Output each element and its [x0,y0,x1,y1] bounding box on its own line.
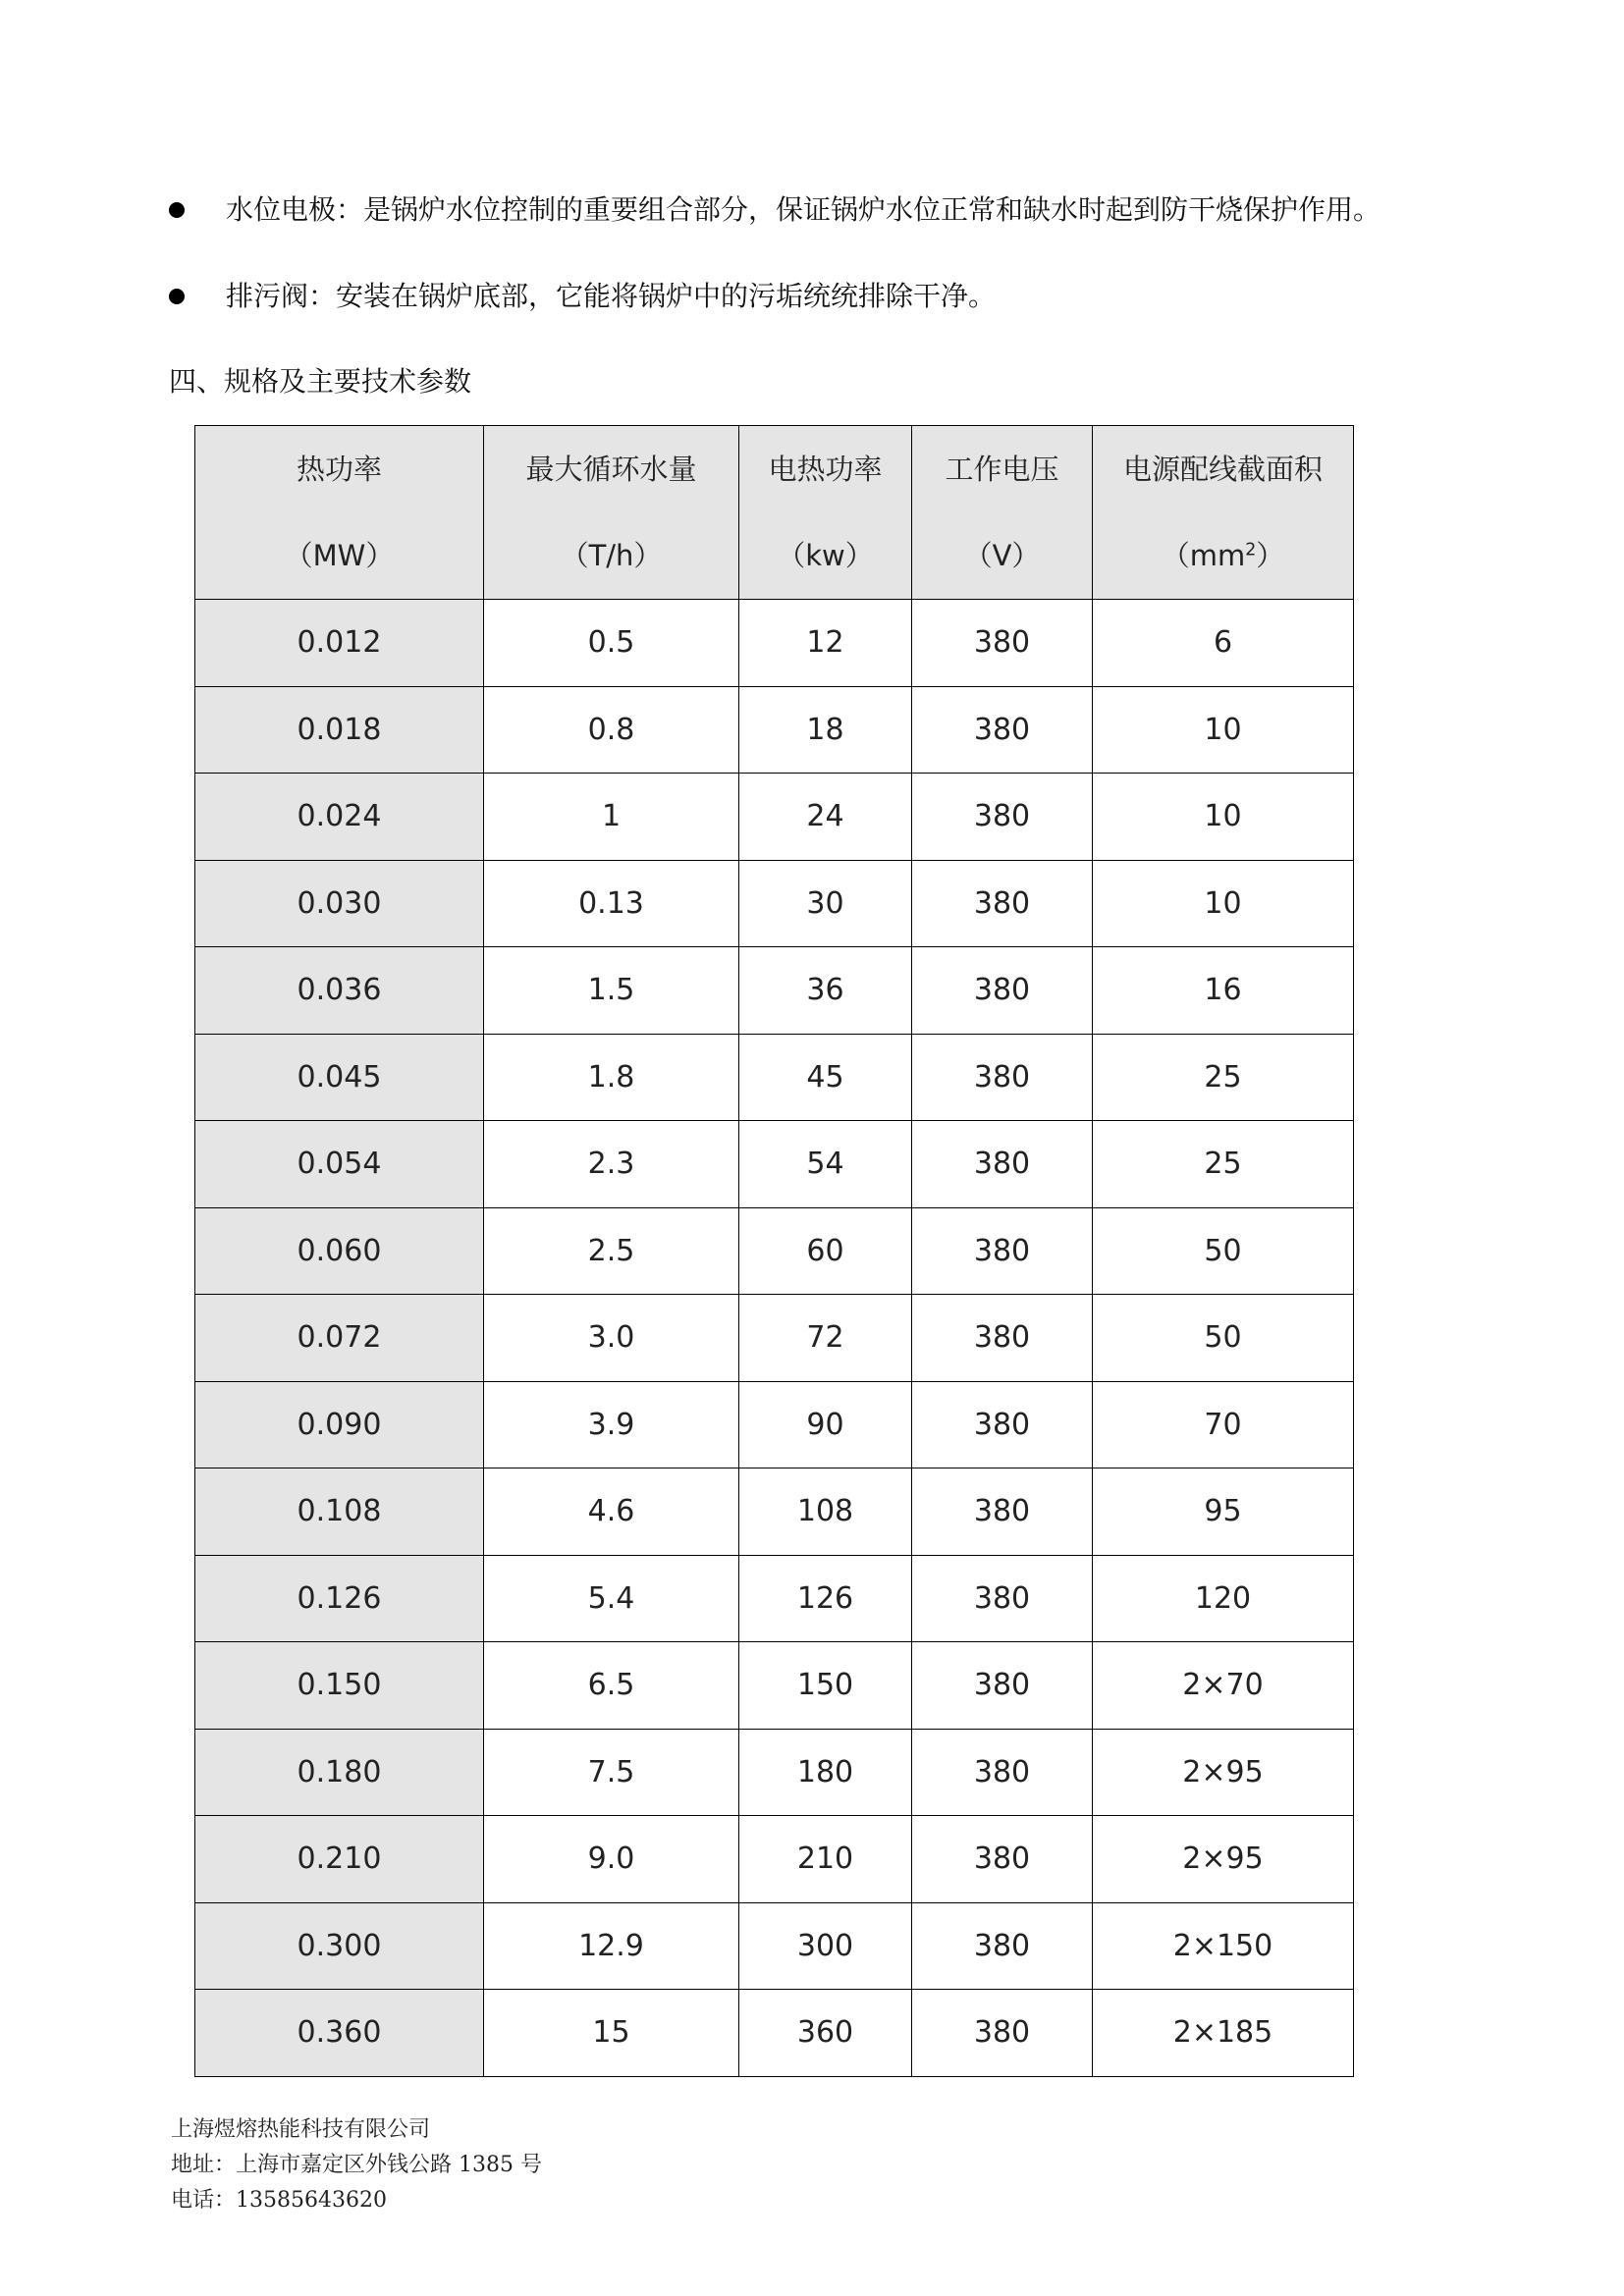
cell-max-flow: 0.8 [484,686,739,774]
table-row [195,686,1354,774]
cell-voltage: 380 [912,1034,1093,1121]
cell-max-flow: 9.0 [484,1816,739,1903]
cell-voltage: 380 [912,774,1093,861]
cell-cable-area: 10 [1093,774,1354,861]
cell-max-flow: 12.9 [484,1902,739,1990]
table-row [195,1468,1354,1556]
cell-electric-power: 18 [739,686,912,774]
cell-thermal-power: 0.300 [195,1902,484,1990]
cell-thermal-power: 0.045 [195,1034,484,1121]
table-row [195,1816,1354,1903]
cell-voltage: 380 [912,686,1093,774]
cell-thermal-power: 0.024 [195,774,484,861]
cell-max-flow: 1.5 [484,947,739,1035]
table-row [195,947,1354,1035]
table-row [195,1207,1354,1295]
cell-max-flow: 2.3 [484,1121,739,1208]
cell-cable-area: 95 [1093,1468,1354,1556]
header-unit-superscript: 2 [1245,540,1257,561]
cell-electric-power: 54 [739,1121,912,1208]
cell-voltage: 380 [912,1990,1093,2077]
cell-voltage: 380 [912,947,1093,1035]
header-unit: （MW） [284,539,395,572]
cell-cable-area: 50 [1093,1295,1354,1382]
cell-thermal-power: 0.180 [195,1729,484,1816]
cell-max-flow: 2.5 [484,1207,739,1295]
bullet-item-blowdown-valve [169,277,996,316]
footer [171,2112,542,2218]
cell-thermal-power: 0.030 [195,860,484,947]
cell-electric-power: 360 [739,1990,912,2077]
cell-cable-area: 2×70 [1093,1642,1354,1730]
cell-thermal-power: 0.012 [195,600,484,687]
cell-electric-power: 108 [739,1468,912,1556]
cell-thermal-power: 0.090 [195,1381,484,1468]
table-row [195,1729,1354,1816]
cell-electric-power: 60 [739,1207,912,1295]
cell-electric-power: 126 [739,1555,912,1642]
cell-cable-area: 120 [1093,1555,1354,1642]
cell-cable-area: 2×95 [1093,1816,1354,1903]
cell-max-flow: 1.8 [484,1034,739,1121]
cell-voltage: 380 [912,1381,1093,1468]
header-cell-voltage [912,426,1093,600]
bullet-dot-icon [169,289,185,304]
cell-electric-power: 30 [739,860,912,947]
cell-electric-power: 36 [739,947,912,1035]
cell-electric-power: 300 [739,1902,912,1990]
header-label: 最大循环水量 [525,453,697,486]
cell-max-flow: 0.13 [484,860,739,947]
header-unit: （kw） [777,539,874,572]
header-cell-electric-power [739,426,912,600]
cell-max-flow: 4.6 [484,1468,739,1556]
footer-phone: 电话：13585643620 [171,2188,387,2213]
cell-cable-area: 2×95 [1093,1729,1354,1816]
cell-thermal-power: 0.126 [195,1555,484,1642]
cell-cable-area: 70 [1093,1381,1354,1468]
cell-cable-area: 6 [1093,600,1354,687]
footer-company: 上海煜熔热能科技有限公司 [171,2117,431,2142]
cell-thermal-power: 0.072 [195,1295,484,1382]
footer-address: 地址：上海市嘉定区外钱公路 1385 号 [171,2153,542,2177]
header-unit-prefix: （mm [1161,539,1246,572]
cell-voltage: 380 [912,1121,1093,1208]
cell-thermal-power: 0.018 [195,686,484,774]
cell-electric-power: 180 [739,1729,912,1816]
cell-thermal-power: 0.036 [195,947,484,1035]
table-row [195,1295,1354,1382]
cell-max-flow: 3.9 [484,1381,739,1468]
cell-electric-power: 210 [739,1816,912,1903]
header-label: 工作电压 [945,453,1059,486]
cell-cable-area: 2×185 [1093,1990,1354,2077]
cell-electric-power: 24 [739,774,912,861]
cell-voltage: 380 [912,1207,1093,1295]
cell-max-flow: 15 [484,1990,739,2077]
header-cell-max-flow [484,426,739,600]
table-row [195,1555,1354,1642]
cell-cable-area: 2×150 [1093,1902,1354,1990]
table-row [195,860,1354,947]
cell-cable-area: 10 [1093,860,1354,947]
header-unit [1093,512,1353,599]
cell-thermal-power: 0.060 [195,1207,484,1295]
cell-thermal-power: 0.360 [195,1990,484,2077]
cell-voltage: 380 [912,860,1093,947]
cell-max-flow: 1 [484,774,739,861]
cell-max-flow: 0.5 [484,600,739,687]
cell-electric-power: 45 [739,1034,912,1121]
table-row [195,1381,1354,1468]
table-row [195,1034,1354,1121]
cell-electric-power: 150 [739,1642,912,1730]
table-row [195,1990,1354,2077]
table-row [195,600,1354,687]
cell-voltage: 380 [912,1816,1093,1903]
table-row [195,1902,1354,1990]
header-label: 电热功率 [768,453,883,486]
cell-cable-area: 25 [1093,1121,1354,1208]
header-cell-thermal-power [195,426,484,600]
cell-electric-power: 72 [739,1295,912,1382]
table-row [195,1642,1354,1730]
table-row [195,1121,1354,1208]
header-label: 电源配线截面积 [1122,453,1323,486]
cell-electric-power: 90 [739,1381,912,1468]
cell-thermal-power: 0.210 [195,1816,484,1903]
header-unit-suffix: ） [1256,539,1285,572]
header-unit: （V） [963,539,1041,572]
cell-cable-area: 50 [1093,1207,1354,1295]
table-row [195,774,1354,861]
bullet-item-water-level-electrode [169,190,1380,230]
cell-cable-area: 25 [1093,1034,1354,1121]
bullet-text: 水位电极：是锅炉水位控制的重要组合部分，保证锅炉水位正常和缺水时起到防干烧保护作用。 [226,193,1381,226]
cell-voltage: 380 [912,1729,1093,1816]
bullet-dot-icon [169,202,185,218]
cell-max-flow: 3.0 [484,1295,739,1382]
header-cell-cable-area [1093,426,1354,600]
cell-voltage: 380 [912,1555,1093,1642]
bullet-text: 排污阀：安装在锅炉底部，它能将锅炉中的污垢统统排除干净。 [226,280,997,312]
cell-thermal-power: 0.150 [195,1642,484,1730]
cell-voltage: 380 [912,1468,1093,1556]
cell-electric-power: 12 [739,600,912,687]
cell-max-flow: 5.4 [484,1555,739,1642]
spec-table [194,425,1354,2077]
cell-voltage: 380 [912,1295,1093,1382]
cell-voltage: 380 [912,1642,1093,1730]
cell-voltage: 380 [912,1902,1093,1990]
section-heading: 四、规格及主要技术参数 [169,365,472,398]
cell-cable-area: 10 [1093,686,1354,774]
cell-thermal-power: 0.108 [195,1468,484,1556]
cell-max-flow: 6.5 [484,1642,739,1730]
cell-voltage: 380 [912,600,1093,687]
table-header-row [195,426,1354,600]
cell-max-flow: 7.5 [484,1729,739,1816]
cell-thermal-power: 0.054 [195,1121,484,1208]
cell-cable-area: 16 [1093,947,1354,1035]
header-label: 热功率 [296,453,382,486]
header-unit: （T/h） [560,539,663,572]
